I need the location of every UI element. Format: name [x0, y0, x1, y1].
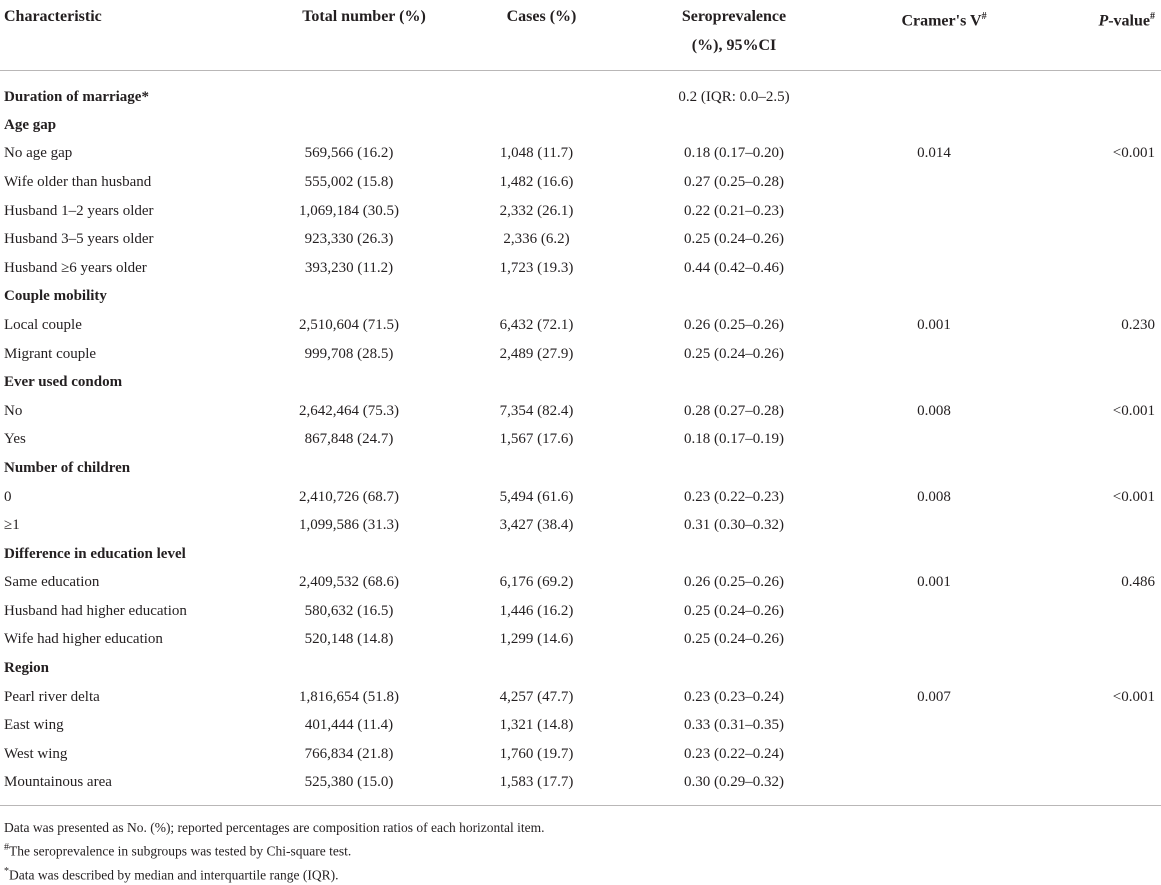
section-row	[0, 111, 1161, 140]
cell-cramers-v	[849, 426, 1019, 455]
cell-seroprevalence	[619, 654, 849, 683]
footnote-2	[4, 838, 1087, 862]
cell-cramers-v	[849, 340, 1019, 369]
cell-total-number	[244, 283, 454, 312]
cell-p-value	[1019, 711, 1161, 740]
cell-seroprevalence: 0.23 (0.23–0.24)	[684, 688, 784, 705]
cell-p-value	[1019, 71, 1161, 112]
cell-cases	[454, 540, 619, 569]
cell-seroprevalence: 0.25 (0.24–0.26)	[684, 631, 784, 648]
cell-p-value	[1019, 626, 1161, 655]
header-p-sup: #	[1150, 11, 1155, 22]
cell-seroprevalence: 0.18 (0.17–0.20)	[684, 145, 784, 162]
cell-cases: 1,446 (16.2)	[499, 602, 574, 619]
cell-cases: 7,354 (82.4)	[499, 402, 574, 419]
cell-characteristic: ≥1	[4, 517, 20, 534]
cell-characteristic: Pearl river delta	[4, 688, 100, 705]
cell-total-number: 2,510,604 (71.5)	[299, 316, 399, 333]
footnote-3	[4, 862, 1087, 885]
table-row	[0, 483, 1161, 512]
cell-seroprevalence: 0.2 (IQR: 0.0–2.5)	[678, 88, 790, 105]
cell-cases: 2,332 (26.1)	[499, 202, 574, 219]
cell-seroprevalence: 0.23 (0.22–0.24)	[684, 745, 784, 762]
cell-p-value: 0.230	[1121, 316, 1155, 333]
cell-seroprevalence	[619, 454, 849, 483]
cell-cases	[454, 111, 619, 140]
cell-cases	[454, 368, 619, 397]
header-cases: Cases (%)	[506, 8, 577, 25]
table-header	[0, 0, 1161, 71]
cell-characteristic: Ever used condom	[4, 374, 123, 391]
cell-p-value: <0.001	[1112, 402, 1155, 419]
table-row	[0, 769, 1161, 806]
table-row	[0, 683, 1161, 712]
cell-characteristic: Husband had higher education	[4, 602, 187, 619]
cell-cramers-v	[849, 511, 1019, 540]
cell-cases: 2,489 (27.9)	[499, 345, 574, 362]
cell-characteristic: Wife had higher education	[4, 631, 163, 648]
cell-seroprevalence: 0.22 (0.21–0.23)	[684, 202, 784, 219]
table-row	[0, 197, 1161, 226]
cell-cramers-v	[849, 225, 1019, 254]
table-row	[0, 254, 1161, 283]
cell-characteristic: Duration of marriage*	[4, 88, 149, 105]
header-seroprevalence-line2: (%), 95%CI	[691, 37, 777, 54]
table-row	[0, 740, 1161, 769]
cell-total-number: 580,632 (16.5)	[304, 602, 394, 619]
footnote-2-text: The seroprevalence in subgroups was tested by Chi-square test.	[9, 843, 352, 859]
header-cramers-v-text: Cramer's V	[901, 12, 982, 30]
cell-seroprevalence	[619, 283, 849, 312]
cell-cramers-v	[849, 769, 1019, 806]
cell-cramers-v	[849, 254, 1019, 283]
header-p-value	[1019, 0, 1161, 71]
cell-cases: 1,048 (11.7)	[499, 145, 574, 162]
cell-p-value	[1019, 426, 1161, 455]
header-p-italic: P	[1098, 12, 1109, 30]
cell-characteristic: Age gap	[4, 116, 57, 133]
cell-seroprevalence: 0.25 (0.24–0.26)	[684, 602, 784, 619]
section-row	[0, 454, 1161, 483]
cell-cramers-v	[849, 711, 1019, 740]
section-row	[0, 540, 1161, 569]
cell-cases: 1,583 (17.7)	[499, 774, 574, 791]
cell-cases: 6,176 (69.2)	[499, 574, 574, 591]
cell-p-value	[1019, 225, 1161, 254]
cell-cramers-v	[849, 454, 1019, 483]
cell-cases: 1,760 (19.7)	[499, 745, 574, 762]
cell-p-value	[1019, 368, 1161, 397]
cell-cases: 3,427 (38.4)	[499, 517, 574, 534]
section-row	[0, 283, 1161, 312]
cell-p-value	[1019, 340, 1161, 369]
table-row	[0, 711, 1161, 740]
cell-seroprevalence	[619, 540, 849, 569]
table-row	[0, 340, 1161, 369]
cell-p-value	[1019, 168, 1161, 197]
cell-p-value	[1019, 597, 1161, 626]
header-seroprevalence-line1: Seroprevalence	[681, 8, 787, 25]
cell-seroprevalence: 0.44 (0.42–0.46)	[684, 259, 784, 276]
cell-total-number: 525,380 (15.0)	[304, 774, 394, 791]
cell-characteristic: Yes	[4, 431, 26, 448]
table-row	[0, 626, 1161, 655]
cell-cases: 6,432 (72.1)	[499, 316, 574, 333]
cell-cases: 5,494 (61.6)	[499, 488, 574, 505]
cell-characteristic: Region	[4, 660, 49, 677]
cell-p-value	[1019, 111, 1161, 140]
table-row	[0, 397, 1161, 426]
table-row	[0, 168, 1161, 197]
cell-cramers-v: 0.008	[917, 402, 951, 419]
cell-cases	[454, 454, 619, 483]
cell-characteristic: Migrant couple	[4, 345, 97, 362]
section-row	[0, 368, 1161, 397]
cell-cases	[454, 283, 619, 312]
cell-characteristic: Local couple	[4, 316, 82, 333]
cell-cramers-v	[849, 540, 1019, 569]
cell-p-value	[1019, 654, 1161, 683]
header-row	[0, 0, 1161, 71]
cell-total-number: 2,642,464 (75.3)	[299, 402, 399, 419]
cell-cramers-v	[849, 740, 1019, 769]
cell-cases: 1,567 (17.6)	[499, 431, 574, 448]
footnote-3-marker: *	[4, 865, 9, 877]
cell-total-number: 1,816,654 (51.8)	[299, 688, 399, 705]
cell-characteristic: No	[4, 402, 23, 419]
cell-cramers-v	[849, 168, 1019, 197]
cell-seroprevalence: 0.26 (0.25–0.26)	[684, 574, 784, 591]
table-row	[0, 597, 1161, 626]
header-p-rest: -value	[1108, 12, 1150, 30]
header-cramers-v-sup: #	[981, 11, 987, 22]
header-seroprevalence	[619, 0, 849, 71]
header-total-number: Total number (%)	[302, 8, 426, 25]
cell-characteristic: East wing	[4, 717, 64, 734]
cell-total-number: 867,848 (24.7)	[304, 431, 394, 448]
cell-characteristic: 0	[4, 488, 12, 505]
cell-p-value: <0.001	[1112, 488, 1155, 505]
cell-characteristic: Husband 1–2 years older	[4, 202, 154, 219]
cell-seroprevalence	[619, 368, 849, 397]
cell-cramers-v: 0.008	[917, 488, 951, 505]
cell-total-number: 401,444 (11.4)	[304, 717, 394, 734]
cell-p-value	[1019, 540, 1161, 569]
cell-cramers-v: 0.001	[917, 574, 951, 591]
table-footnotes	[0, 806, 1091, 885]
table-row	[0, 225, 1161, 254]
cell-seroprevalence	[619, 111, 849, 140]
cell-cases	[454, 654, 619, 683]
cell-seroprevalence: 0.26 (0.25–0.26)	[684, 316, 784, 333]
cell-cases: 4,257 (47.7)	[499, 688, 574, 705]
cell-cramers-v	[849, 654, 1019, 683]
cell-characteristic: Number of children	[4, 459, 131, 476]
cell-total-number	[244, 454, 454, 483]
footnote-1: Data was presented as No. (%); reported percentages are composition ratios of each horizontal item.	[4, 820, 545, 836]
cell-total-number: 766,834 (21.8)	[304, 745, 394, 762]
section-row	[0, 71, 1161, 112]
cell-characteristic: No age gap	[4, 145, 73, 162]
cell-seroprevalence: 0.33 (0.31–0.35)	[684, 717, 784, 734]
cell-cramers-v	[849, 597, 1019, 626]
cell-p-value	[1019, 454, 1161, 483]
header-cramers-v	[849, 0, 1019, 71]
cell-seroprevalence: 0.25 (0.24–0.26)	[684, 231, 784, 248]
cell-cramers-v: 0.014	[917, 145, 951, 162]
cell-cramers-v: 0.007	[917, 688, 951, 705]
cell-total-number: 999,708 (28.5)	[304, 345, 394, 362]
footnote-3-text: Data was described by median and interquartile range (IQR).	[9, 867, 339, 883]
cell-total-number: 555,002 (15.8)	[304, 173, 394, 190]
cell-total-number: 520,148 (14.8)	[304, 631, 394, 648]
cell-total-number: 2,410,726 (68.7)	[299, 488, 399, 505]
cell-total-number	[244, 654, 454, 683]
cell-characteristic: Same education	[4, 574, 100, 591]
cell-characteristic: Husband ≥6 years older	[4, 259, 147, 276]
cell-seroprevalence: 0.23 (0.22–0.23)	[684, 488, 784, 505]
cell-total-number: 1,069,184 (30.5)	[299, 202, 399, 219]
cell-cases	[454, 71, 619, 112]
cell-cases: 1,299 (14.6)	[499, 631, 574, 648]
cell-cramers-v	[849, 71, 1019, 112]
cell-seroprevalence: 0.31 (0.30–0.32)	[684, 517, 784, 534]
table-body	[0, 71, 1161, 806]
table-row	[0, 511, 1161, 540]
cell-seroprevalence: 0.25 (0.24–0.26)	[684, 345, 784, 362]
cell-p-value	[1019, 769, 1161, 806]
table-row	[0, 140, 1161, 169]
cell-total-number: 569,566 (16.2)	[304, 145, 394, 162]
cell-p-value: 0.486	[1121, 574, 1155, 591]
cell-p-value	[1019, 197, 1161, 226]
header-characteristic: Characteristic	[4, 8, 102, 25]
cell-characteristic: Difference in education level	[4, 545, 186, 562]
cell-total-number	[244, 111, 454, 140]
cell-total-number	[244, 71, 454, 112]
cell-cramers-v	[849, 368, 1019, 397]
cell-cases: 1,321 (14.8)	[499, 717, 574, 734]
cell-seroprevalence: 0.28 (0.27–0.28)	[684, 402, 784, 419]
table-row	[0, 311, 1161, 340]
cell-cramers-v	[849, 197, 1019, 226]
cell-characteristic: Mountainous area	[4, 774, 112, 791]
cell-cramers-v	[849, 111, 1019, 140]
cell-characteristic: Husband 3–5 years older	[4, 231, 154, 248]
cell-characteristic: Wife older than husband	[4, 173, 152, 190]
section-row	[0, 654, 1161, 683]
cell-p-value: <0.001	[1112, 145, 1155, 162]
cell-total-number: 923,330 (26.3)	[304, 231, 394, 248]
cell-p-value	[1019, 740, 1161, 769]
cell-p-value: <0.001	[1112, 688, 1155, 705]
table-row	[0, 426, 1161, 455]
cell-p-value	[1019, 511, 1161, 540]
cell-total-number: 393,230 (11.2)	[304, 259, 394, 276]
table-row	[0, 569, 1161, 598]
cell-seroprevalence: 0.27 (0.25–0.28)	[684, 173, 784, 190]
cell-seroprevalence: 0.30 (0.29–0.32)	[684, 774, 784, 791]
cell-total-number	[244, 540, 454, 569]
cell-total-number	[244, 368, 454, 397]
cell-total-number: 2,409,532 (68.6)	[299, 574, 399, 591]
cell-cases: 2,336 (6.2)	[503, 231, 570, 248]
footnote-2-marker: #	[4, 842, 9, 854]
cell-p-value	[1019, 283, 1161, 312]
cell-cramers-v: 0.001	[917, 316, 951, 333]
cell-p-value	[1019, 254, 1161, 283]
cell-cramers-v	[849, 626, 1019, 655]
cell-cases: 1,723 (19.3)	[499, 259, 574, 276]
cell-characteristic: Couple mobility	[4, 288, 107, 305]
cell-seroprevalence: 0.18 (0.17–0.19)	[684, 431, 784, 448]
cell-total-number: 1,099,586 (31.3)	[299, 517, 399, 534]
cell-cramers-v	[849, 283, 1019, 312]
cell-characteristic: West wing	[4, 745, 68, 762]
cell-cases: 1,482 (16.6)	[499, 173, 574, 190]
